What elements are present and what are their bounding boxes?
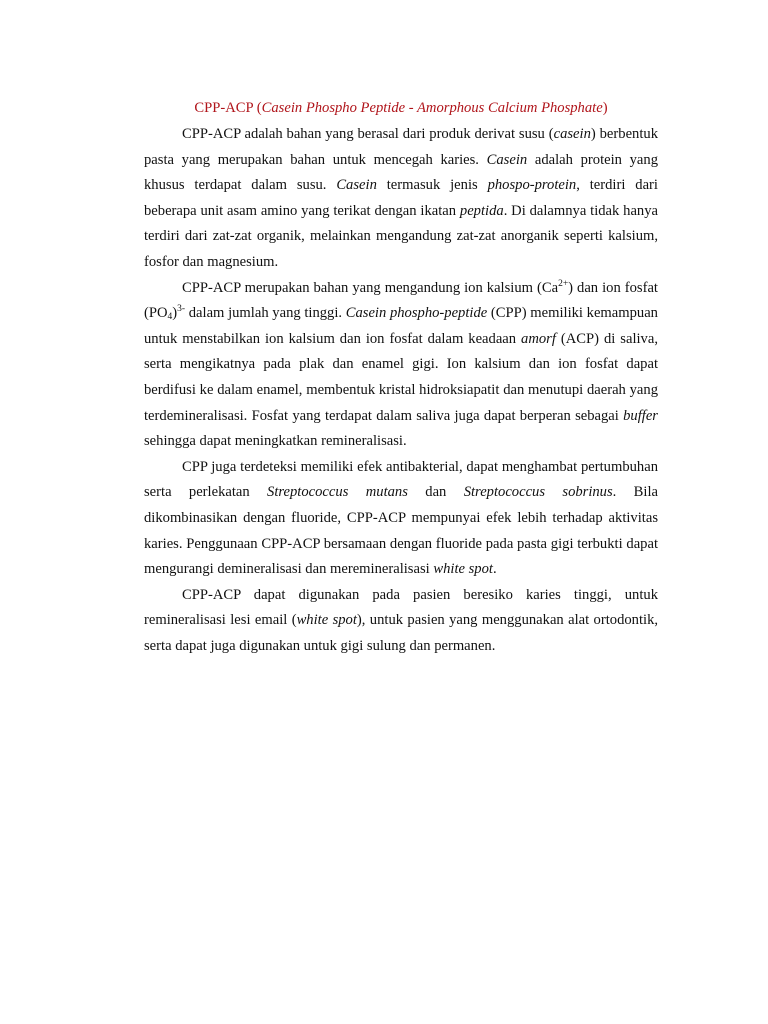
p2-text-2: ) dan ion fosfat (PO [144, 279, 658, 322]
paragraph-3 [144, 455, 658, 583]
p3-italic-1: Streptococcus mutans [267, 484, 408, 501]
p3-italic-3: white spot [433, 561, 493, 578]
p2-text-7: sehingga dapat meningkatkan remineralisasi. [144, 433, 407, 450]
p1-italic-5: peptida [459, 202, 504, 219]
p1-text-5: , terdiri dari beberapa unit asam amino yang terikat dengan ikatan [144, 177, 658, 219]
paragraph-4 [144, 583, 658, 660]
p1-text-3: adalah protein yang khusus terdapat dalam susu. [144, 151, 658, 194]
p3-text-1: CPP juga terdeteksi memiliki efek antibakterial, dapat menghambat pertumbuhan serta perlekatan [144, 458, 658, 501]
p1-text-2: ) berbentuk pasta yang merupakan bahan untuk mencegah karies. [144, 126, 658, 168]
p3-text-2: dan [407, 484, 464, 501]
p2-italic-1: Casein phospho-peptide [345, 305, 488, 322]
paragraph-2 [144, 276, 658, 455]
title-expansion: Casein Phospho Peptide - Amorphous Calcium Phosphate [261, 100, 603, 116]
p2-superscript-2: 3- [177, 304, 186, 315]
p2-text-3: ) [172, 305, 178, 322]
p2-italic-2: amorf [521, 330, 556, 347]
p1-italic-1: casein [553, 126, 591, 142]
p2-text-5: (CPP) memiliki kemampuan untuk menstabilkan ion kalsium dan ion fosfat dalam keadaan [144, 305, 658, 347]
p1-italic-4: phospo-protein [487, 177, 577, 194]
p2-text-6: (ACP) di saliva, serta mengikatnya pada plak dan enamel gigi. Ion kalsium dan ion fosfat dapat berdifusi ke dalam enamel, membentuk kristal hidroksiapatit dan menutupi daerah yang terdemineralisasi. Fosfat yang terdapat dalam saliva juga dapat berperan sebagai [144, 330, 658, 424]
p1-italic-3: Casein [336, 177, 377, 194]
p4-text-2: ), untuk pasien yang menggunakan alat ortodontik, serta dapat juga digunakan untuk gigi sulung dan permanen. [144, 612, 659, 654]
p1-italic-2: Casein [486, 151, 528, 168]
p3-text-3: . Bila dikombinasikan dengan fluoride, CPP-ACP mempunyai efek lebih terhadap aktivitas karies. Penggunaan CPP-ACP bersamaan dengan fluoride pada pasta gigi terbukti dapat mengurangi demineralisasi dan meremineralisasi [144, 484, 659, 578]
p3-text-4: . [492, 561, 497, 578]
p1-text-1: CPP-ACP adalah bahan yang berasal dari produk derivat susu ( [182, 126, 554, 142]
title-close-paren: ) [602, 100, 608, 116]
p4-italic-1: white spot [296, 612, 357, 629]
paragraph-1 [144, 122, 658, 276]
document-body [144, 96, 658, 659]
p3-italic-2: Streptococcus sobrinus [463, 484, 613, 501]
p2-text-4: dalam jumlah yang tinggi. [185, 305, 346, 322]
section-title [144, 96, 658, 122]
p2-italic-3: buffer [623, 407, 658, 424]
title-abbreviation: CPP-ACP [194, 100, 254, 116]
p1-text-4: termasuk jenis [376, 177, 488, 194]
p2-superscript-1: 2+ [558, 278, 569, 289]
title-open-paren: ( [256, 100, 262, 116]
p1-text-6: . Di dalamnya tidak hanya terdiri dari zat-zat organik, melainkan mengandung zat-zat anorganik seperti kalsium, fosfor dan magnesium. [144, 202, 658, 270]
p2-subscript-1: 4 [167, 312, 173, 323]
p2-text-1: CPP-ACP merupakan bahan yang mengandung ion kalsium (Ca [182, 279, 559, 296]
p4-text-1: CPP-ACP dapat digunakan pada pasien beresiko karies tinggi, untuk remineralisasi lesi email ( [144, 586, 658, 629]
